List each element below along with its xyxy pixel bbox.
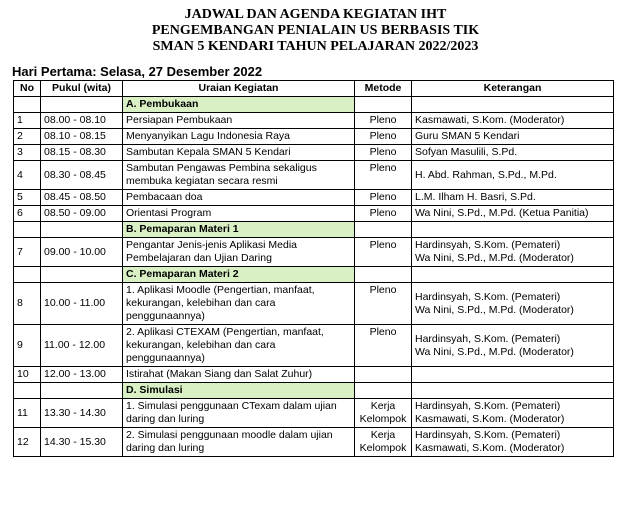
- notes-presenter: Hardinsyah, S.Kom. (Pemateri): [415, 332, 561, 345]
- cell-notes: [412, 238, 614, 267]
- cell-time: 08.30 - 08.45: [41, 161, 123, 190]
- cell-notes: H. Abd. Rahman, S.Pd., M.Pd.: [412, 161, 614, 190]
- cell-time: 08.15 - 08.30: [41, 145, 123, 161]
- cell-activity: Sambutan Pengawas Pembina sekaligus membuka kegiatan secara resmi: [123, 161, 355, 190]
- notes-presenter: Hardinsyah, S.Kom. (Pemateri): [415, 239, 561, 251]
- cell-method: Pleno: [355, 238, 412, 267]
- cell-no: 12: [14, 428, 41, 457]
- cell-activity: 2. Simulasi penggunaan moodle dalam ujian daring dan luring: [123, 428, 355, 457]
- cell-method: Pleno: [355, 129, 412, 145]
- cell-method: Pleno: [355, 113, 412, 129]
- cell-no: 6: [14, 206, 41, 222]
- cell-no: 1: [14, 113, 41, 129]
- cell-notes: [412, 399, 614, 428]
- table-row: [14, 238, 614, 267]
- cell-no: 11: [14, 399, 41, 428]
- section-title: C. Pemaparan Materi 2: [123, 267, 355, 283]
- doc-title-line-3: SMAN 5 KENDARI TAHUN PELAJARAN 2022/2023: [152, 39, 479, 54]
- cell-time: 10.00 - 11.00: [41, 283, 123, 325]
- cell-activity: Pengantar Jenis-jenis Aplikasi Media Pembelajaran dan Ujian Daring: [123, 238, 355, 267]
- cell-activity: Sambutan Kepala SMAN 5 Kendari: [123, 145, 355, 161]
- column-header-notes: Keterangan: [412, 81, 614, 97]
- cell-time: 09.00 - 10.00: [41, 238, 123, 267]
- section-row: [14, 383, 614, 399]
- cell-method: Pleno: [355, 325, 412, 367]
- cell-activity: 1. Simulasi penggunaan CTexam dalam ujian daring dan luring: [123, 399, 355, 428]
- notes-moderator: Kasmawati, S.Kom. (Moderator): [415, 442, 565, 454]
- cell-time: 08.00 - 08.10: [41, 113, 123, 129]
- cell-activity: 2. Aplikasi CTEXAM (Pengertian, manfaat, kekurangan, kelebihan dan cara penggunaannya): [123, 325, 355, 367]
- cell-notes: L.M. Ilham H. Basri, S.Pd.: [412, 190, 614, 206]
- table-row: [14, 399, 614, 428]
- cell-notes: [412, 283, 614, 325]
- cell-activity: 1. Aplikasi Moodle (Pengertian, manfaat, kekurangan, kelebihan dan cara penggunaannya): [123, 283, 355, 325]
- cell-no: 7: [14, 238, 41, 267]
- doc-title-line-1: JADWAL DAN AGENDA KEGIATAN IHT: [184, 7, 447, 22]
- cell-notes: Wa Nini, S.Pd., M.Pd. (Ketua Panitia): [412, 206, 614, 222]
- cell-no: 3: [14, 145, 41, 161]
- schedule-table: [13, 80, 614, 457]
- table-row: [14, 325, 614, 367]
- doc-title-line-2: PENGEMBANGAN PENIALAIN US BERBASIS TIK: [151, 23, 480, 38]
- column-header-method: Metode: [355, 81, 412, 97]
- table-row: [14, 113, 614, 129]
- cell-notes: [412, 367, 614, 383]
- cell-method: Kerja Kelompok: [355, 428, 412, 457]
- cell-time: 13.30 - 14.30: [41, 399, 123, 428]
- cell-method: Pleno: [355, 145, 412, 161]
- notes-presenter: Hardinsyah, S.Kom. (Pemateri): [415, 290, 561, 303]
- section-row: [14, 222, 614, 238]
- cell-notes: Sofyan Masulili, S.Pd.: [412, 145, 614, 161]
- table-row: [14, 367, 614, 383]
- notes-moderator: Wa Nini, S.Pd., M.Pd. (Moderator): [415, 252, 574, 264]
- cell-notes: Guru SMAN 5 Kendari: [412, 129, 614, 145]
- table-row: [14, 283, 614, 325]
- section-title: D. Simulasi: [123, 383, 355, 399]
- cell-time: 12.00 - 13.00: [41, 367, 123, 383]
- day-label: Hari Pertama: Selasa, 27 Desember 2022: [12, 64, 263, 79]
- section-title: A. Pembukaan: [123, 97, 355, 113]
- cell-time: 11.00 - 12.00: [41, 325, 123, 367]
- table-row: [14, 190, 614, 206]
- table-row: [14, 145, 614, 161]
- cell-activity: Persiapan Pembukaan: [123, 113, 355, 129]
- cell-no: 4: [14, 161, 41, 190]
- cell-notes: Kasmawati, S.Kom. (Moderator): [412, 113, 614, 129]
- table-row: [14, 161, 614, 190]
- column-header-activity: Uraian Kegiatan: [123, 81, 355, 97]
- table-row: [14, 206, 614, 222]
- cell-method: Pleno: [355, 161, 412, 190]
- cell-method: Kerja Kelompok: [355, 399, 412, 428]
- section-title: B. Pemaparan Materi 1: [123, 222, 355, 238]
- cell-no: 5: [14, 190, 41, 206]
- column-header-time: Pukul (wita): [41, 81, 123, 97]
- table-row: [14, 428, 614, 457]
- notes-moderator: Kasmawati, S.Kom. (Moderator): [415, 413, 565, 425]
- cell-activity: Istirahat (Makan Siang dan Salat Zuhur): [123, 367, 355, 383]
- cell-notes: [412, 428, 614, 457]
- cell-notes: [412, 325, 614, 367]
- column-header-no: No: [14, 81, 41, 97]
- cell-no: 8: [14, 283, 41, 325]
- table-header-row: [14, 81, 614, 97]
- cell-activity: Pembacaan doa: [123, 190, 355, 206]
- section-row: [14, 267, 614, 283]
- notes-moderator: Wa Nini, S.Pd., M.Pd. (Moderator): [415, 345, 574, 358]
- cell-time: 08.10 - 08.15: [41, 129, 123, 145]
- cell-time: 08.45 - 08.50: [41, 190, 123, 206]
- section-row: [14, 97, 614, 113]
- cell-method: [355, 367, 412, 383]
- cell-method: Pleno: [355, 190, 412, 206]
- cell-method: Pleno: [355, 283, 412, 325]
- cell-no: 10: [14, 367, 41, 383]
- table-row: [14, 129, 614, 145]
- notes-moderator: Wa Nini, S.Pd., M.Pd. (Moderator): [415, 303, 574, 316]
- notes-presenter: Hardinsyah, S.Kom. (Pemateri): [415, 429, 561, 441]
- cell-no: 2: [14, 129, 41, 145]
- cell-no: 9: [14, 325, 41, 367]
- cell-time: 08.50 - 09.00: [41, 206, 123, 222]
- cell-activity: Orientasi Program: [123, 206, 355, 222]
- cell-method: Pleno: [355, 206, 412, 222]
- notes-presenter: Hardinsyah, S.Kom. (Pemateri): [415, 400, 561, 412]
- cell-activity: Menyanyikan Lagu Indonesia Raya: [123, 129, 355, 145]
- cell-time: 14.30 - 15.30: [41, 428, 123, 457]
